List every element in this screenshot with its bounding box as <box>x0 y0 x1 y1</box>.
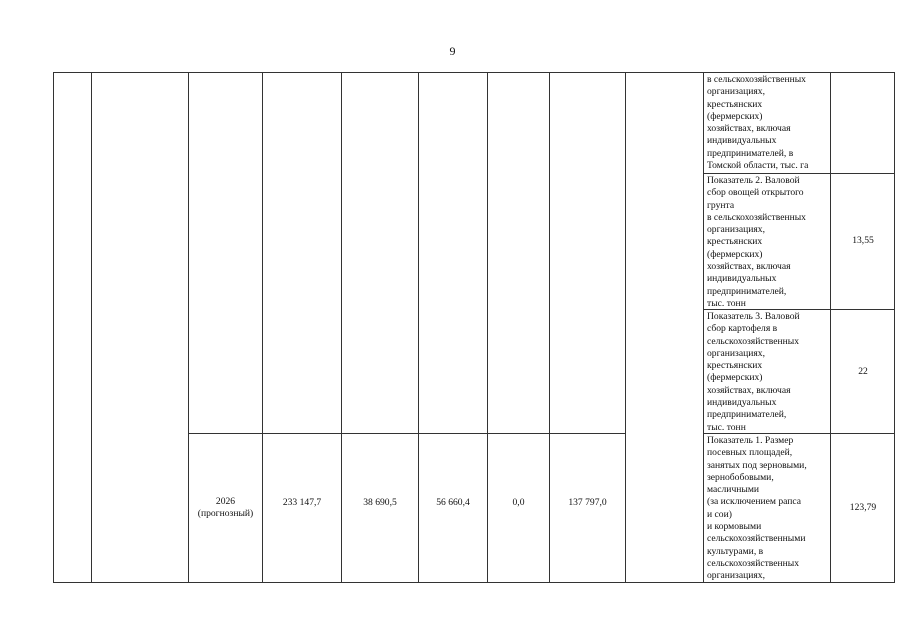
other-funding: 137 797,0 <box>568 497 607 508</box>
federal-funding: 38 690,5 <box>363 497 397 508</box>
indicator-3-text: Показатель 3. Валовой сбор картофеля в сельскохозяйственных организациях, крестьянских (фермерских) хозяйствах, включая индивидуальных предпринимателей, тыс. тонн <box>707 311 800 433</box>
year-note: (прогнозный) <box>197 508 254 520</box>
year-cell <box>189 496 262 521</box>
page-number: 9 <box>449 44 456 58</box>
indicator-3-value: 22 <box>858 366 868 377</box>
regional-funding: 56 660,4 <box>436 497 470 508</box>
indicator-1-2026-value: 123,79 <box>849 502 877 513</box>
indicator-2-value: 13,55 <box>852 235 874 246</box>
indicator-2-text: Показатель 2. Валовой сбор овощей открытого грунта в сельскохозяйственных организациях, крестьянских (фермерских) хозяйствах, включая индивидуальных предпринимателей, тыс. тонн <box>707 175 806 309</box>
local-funding: 0,0 <box>512 497 525 508</box>
indicator-1-2026-text: Показатель 1. Размер посевных площадей, занятых под зерновыми, зернобобовыми, масличными (за исключением рапса и сои) и кормовыми сельскохозяйственными культурами, в сельскохозяйственных организациях, <box>707 435 807 582</box>
indicator-1-continued-text: в сельскохозяйственных организациях, крестьянских (фермерских) хозяйствах, включая индивидуальных предпринимателей, в Томской области, тыс. га <box>707 74 809 172</box>
year-label: 2026 <box>215 496 236 507</box>
total-funding: 233 147,7 <box>282 497 322 508</box>
